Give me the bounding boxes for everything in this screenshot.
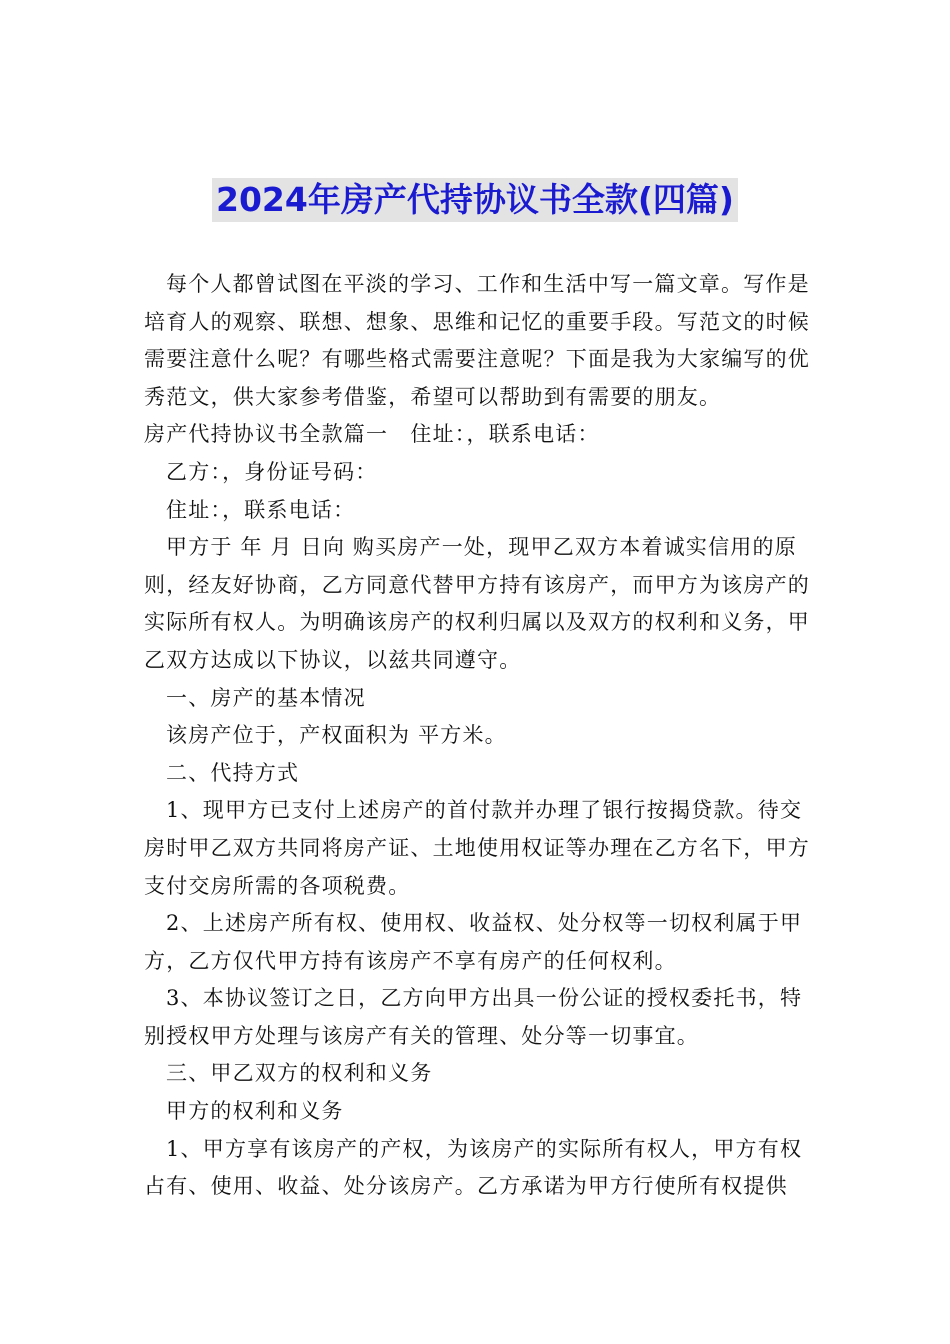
paragraph-clause-1: 1、现甲方已支付上述房产的首付款并办理了银行按揭贷款。待交房时甲乙双方共同将房产证、土地使用权证等办理在乙方名下，甲方支付交房所需的各项税费。 [144,798,810,898]
paragraph-clause-3: 3、本协议签订之日，乙方向甲方出具一份公证的授权委托书，特别授权甲方处理与该房产有关的管理、处分等一切事宜。 [144,986,803,1048]
paragraph-section-header: 房产代持协议书全款篇一 住址：，联系电话： [144,422,600,447]
document-body [144,266,814,1206]
title-container [0,178,950,222]
paragraph-party-a-clause-1: 1、甲方享有该房产的产权，为该房产的实际所有权人，甲方有权占有、使用、收益、处分该房产。乙方承诺为甲方行使所有权提供 [144,1136,803,1199]
heading-party-a-rights: 甲方的权利和义务 [166,1099,344,1124]
paragraph-address: 住址：，联系电话： [166,497,356,522]
heading-rights-obligations: 三、甲乙双方的权利和义务 [166,1061,433,1086]
paragraph-party-b: 乙方：，身份证号码： [166,459,378,484]
heading-holding-method: 二、代持方式 [166,760,300,785]
paragraph-preamble: 甲方于 年 月 日向 购买房产一处，现甲乙双方本着诚实信用的原则，经友好协商，乙方同意代替甲方持有该房产，而甲方为该房产的实际所有权人。为明确该房产的权利归属以及双方的权利和义务，甲乙双方达成以下协议，以兹共同遵守。 [144,535,810,672]
paragraph-property-location: 该房产位于，产权面积为 平方米。 [166,723,507,748]
paragraph-intro: 每个人都曾试图在平淡的学习、工作和生活中写一篇文章。写作是培育人的观察、联想、想象、思维和记忆的重要手段。写范文的时候需要注意什么呢？有哪些格式需要注意呢？下面是我为大家编写的优秀范文，供大家参考借鉴，希望可以帮助到有需要的朋友。 [144,272,810,409]
heading-property-basics: 一、房产的基本情况 [166,685,366,710]
document-title: 2024年房产代持协议书全款(四篇) [212,178,738,222]
paragraph-clause-2: 2、上述房产所有权、使用权、收益权、处分权等一切权利属于甲方，乙方仅代甲方持有该房产不享有房产的任何权利。 [144,911,803,973]
